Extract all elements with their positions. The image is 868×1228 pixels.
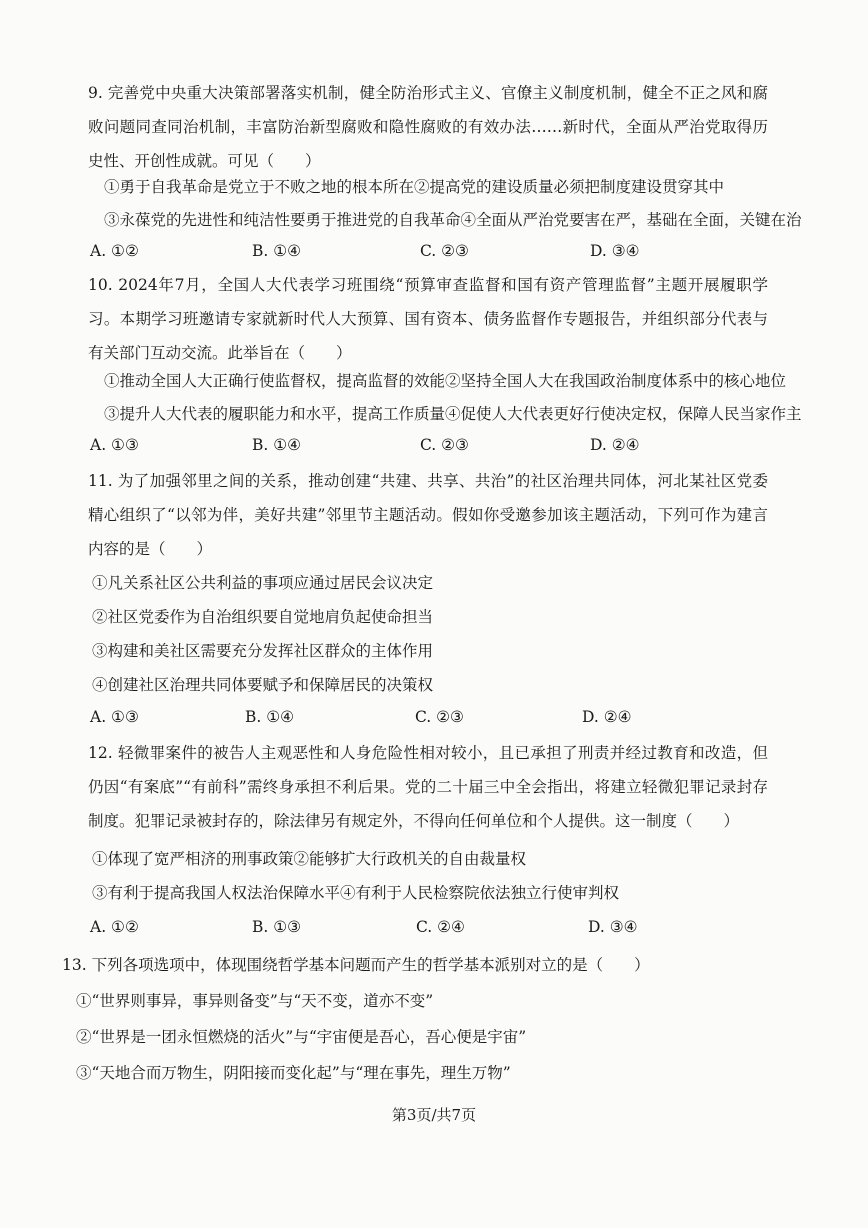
question-9-statement-1-2: ①勇于自我革命是党立于不败之地的根本所在②提高党的建设质量必须把制度建设贯穿其中 [104, 178, 725, 196]
question-11-stem: 11. 为了加强邻里之间的关系，推动创建“共建、共享、共治”的社区治理共同体，河北某社区党委精心组织了“以邻为伴，美好共建”邻里节主题活动。假如你受邀参加该主题活动，下列可作为建言内容的是（ ） [88, 472, 768, 558]
page-number: 第3页/共7页 [391, 1106, 477, 1124]
question-11-item-2: ②社区党委作为自治组织要自觉地肩负起使命担当 [92, 608, 434, 626]
option-a: A. ①② [90, 242, 139, 260]
question-13-item-3: ③“天地合而万物生，阴阳接而变化起”与“理在事先，理生万物” [76, 1064, 511, 1082]
option-b: B. ①④ [252, 242, 302, 260]
option-a: A. ①③ [90, 436, 139, 454]
option-b: B. ①④ [252, 436, 302, 454]
option-d: D. ②④ [582, 708, 632, 726]
question-11-item-3: ③构建和美社区需要充分发挥社区群众的主体作用 [92, 642, 434, 660]
option-a: A. ①② [90, 918, 139, 936]
question-11-item-4: ④创建社区治理共同体要赋予和保障居民的决策权 [92, 676, 434, 694]
question-12-statement-3-4: ③有利于提高我国人权法治保障水平④有利于人民检察院依法独立行使审判权 [92, 884, 620, 902]
question-13-item-2: ②“世界是一团永恒燃烧的活火”与“宇宙便是吾心，吾心便是宇宙” [76, 1028, 527, 1046]
option-c: C. ②④ [416, 918, 465, 936]
question-10-stem: 10. 2024年7月，全国人大代表学习班围绕“预算审查监督和国有资产管理监督”主题开展履职学习。本期学习班邀请专家就新时代人大预算、国有资本、债务监督作专题报告，并组织部分代表与有关部门互动交流。此举旨在（ ） [88, 276, 768, 362]
question-12-options [90, 918, 730, 940]
question-13-stem: 13. 下列各项选项中，体现围绕哲学基本问题而产生的哲学基本派别对立的是（ ） [62, 956, 650, 974]
question-9-stem: 9. 完善党中央重大决策部署落实机制，健全防治形式主义、官僚主义制度机制，健全不正之风和腐败问题同查同治机制，丰富防治新型腐败和隐性腐败的有效办法……新时代，全面从严治党取得历史性、开创性成就。可见（ ） [88, 84, 768, 170]
option-c: C. ②③ [420, 436, 469, 454]
question-12-stem: 12. 轻微罪案件的被告人主观恶性和人身危险性相对较小，且已承担了刑责并经过教育和改造，但仍因“有案底”“有前科”需终身承担不利后果。党的二十届三中全会指出，将建立轻微犯罪记录封存制度。犯罪记录被封存的，除法律另有规定外，不得向任何单位和个人提供。这一制度（ ） [88, 744, 768, 830]
question-10-statement-3-4: ③提升人大代表的履职能力和水平，提高工作质量④促使人大代表更好行使决定权，保障人民当家作主 [104, 405, 802, 423]
question-9-statement-3-4: ③永葆党的先进性和纯洁性要勇于推进党的自我革命④全面从严治党要害在严，基础在全面，关键在治 [104, 211, 802, 229]
option-d: D. ③④ [590, 242, 640, 260]
option-d: D. ③④ [588, 918, 638, 936]
question-9-options [90, 242, 730, 264]
question-10-statement-1-2: ①推动全国人大正确行使监督权，提高监督的效能②坚持全国人大在我国政治制度体系中的核心地位 [104, 372, 787, 390]
question-13-item-1: ①“世界则事异，事异则备变”与“天不变，道亦不变” [76, 992, 434, 1010]
question-12-statement-1-2: ①体现了宽严相济的刑事政策②能够扩大行政机关的自由裁量权 [92, 850, 527, 868]
option-b: B. ①④ [245, 708, 295, 726]
question-11-options [90, 708, 730, 730]
question-11-item-1: ①凡关系社区公共利益的事项应通过居民会议决定 [92, 574, 434, 592]
option-a: A. ①③ [90, 708, 139, 726]
option-c: C. ②③ [420, 242, 469, 260]
option-c: C. ②③ [415, 708, 464, 726]
option-d: D. ②④ [590, 436, 640, 454]
question-10-options [90, 436, 730, 458]
option-b: B. ①③ [252, 918, 302, 936]
